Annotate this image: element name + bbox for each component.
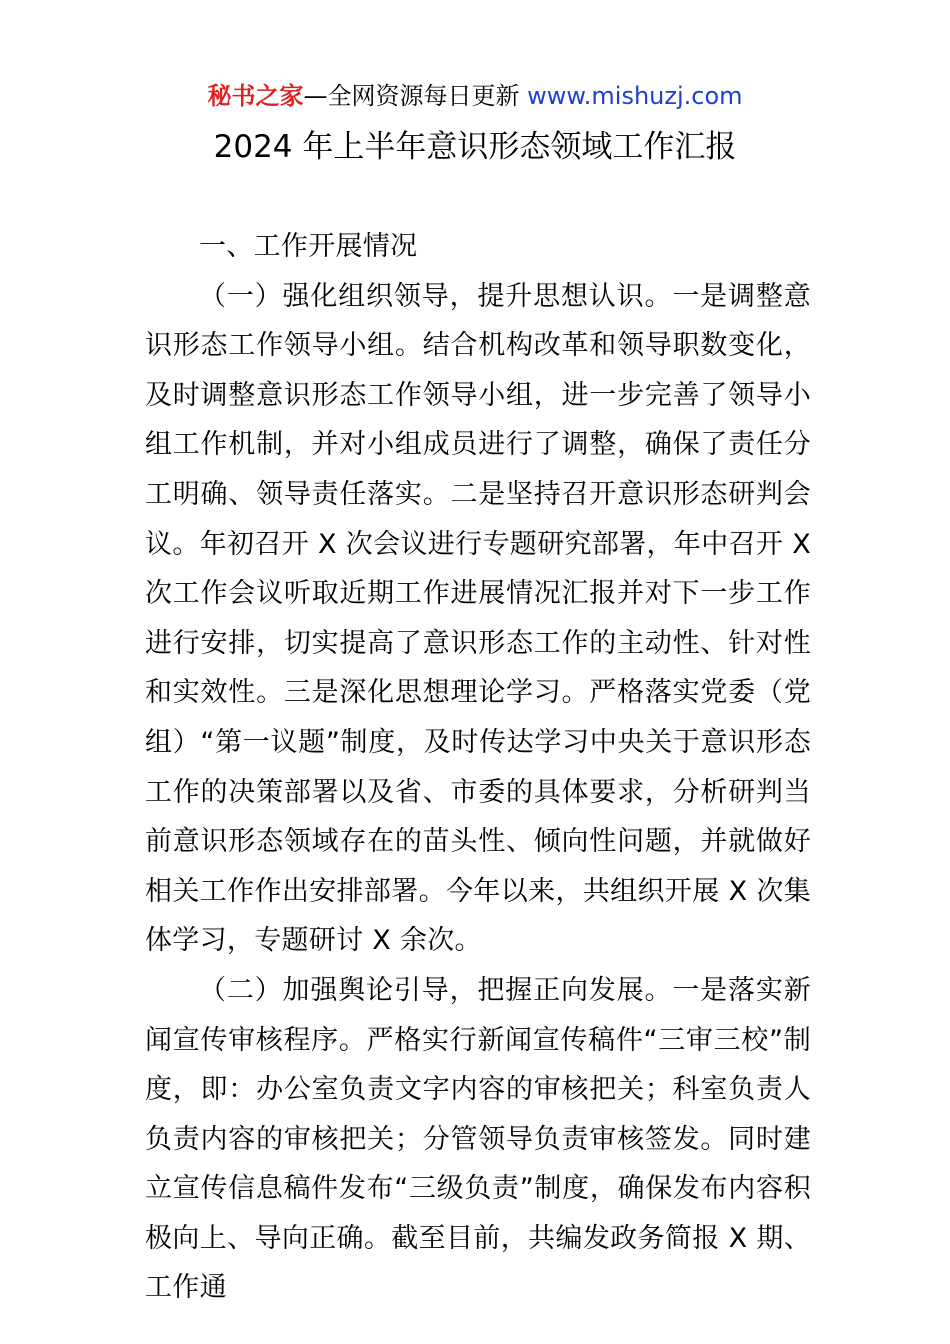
- site-header: [0, 80, 950, 112]
- document-body: [145, 222, 811, 1313]
- body-paragraph: （二）加强舆论引导，把握正向发展。一是落实新闻宣传审核程序。严格实行新闻宣传稿件“三审三校”制度，即：办公室负责文字内容的审核把关；科室负责人负责内容的审核把关；分管领导负责审核签发。同时建立宣传信息稿件发布“三级负责”制度，确保发布内容积极向上、导向正确。截至目前，共编发政务简报 X 期、工作通: [145, 974, 811, 1304]
- site-slogan: —全网资源每日更新: [303, 82, 528, 110]
- site-brand: 秘书之家: [207, 82, 304, 110]
- document-title: 2024 年上半年意识形态领域工作汇报: [213, 129, 737, 165]
- body-paragraph: （一）强化组织领导，提升思想认识。一是调整意识形态工作领导小组。结合机构改革和领导职数变化，及时调整意识形态工作领导小组，进一步完善了领导小组工作机制，并对小组成员进行了调整，确保了责任分工明确、领导责任落实。二是坚持召开意识形态研判会议。年初召开 X 次会议进行专题研究部署，年中召开 X 次工作会议听取近期工作进展情况汇报并对下一步工作进行安排，切实提高了意识形态工作的主动性、针对性和实效性。三是深化思想理论学习。严格落实党委（党组）“第一议题”制度，及时传达学习中央关于意识形态工作的决策部署以及省、市委的具体要求，分析研判当前意识形态领域存在的苗头性、倾向性问题，并就做好相关工作作出安排部署。今年以来，共组织开展 X 次集体学习，专题研讨 X 余次。: [145, 280, 811, 957]
- section-heading: 一、工作开展情况: [199, 231, 418, 262]
- site-url-link[interactable]: www.mishuzj.com: [527, 82, 743, 110]
